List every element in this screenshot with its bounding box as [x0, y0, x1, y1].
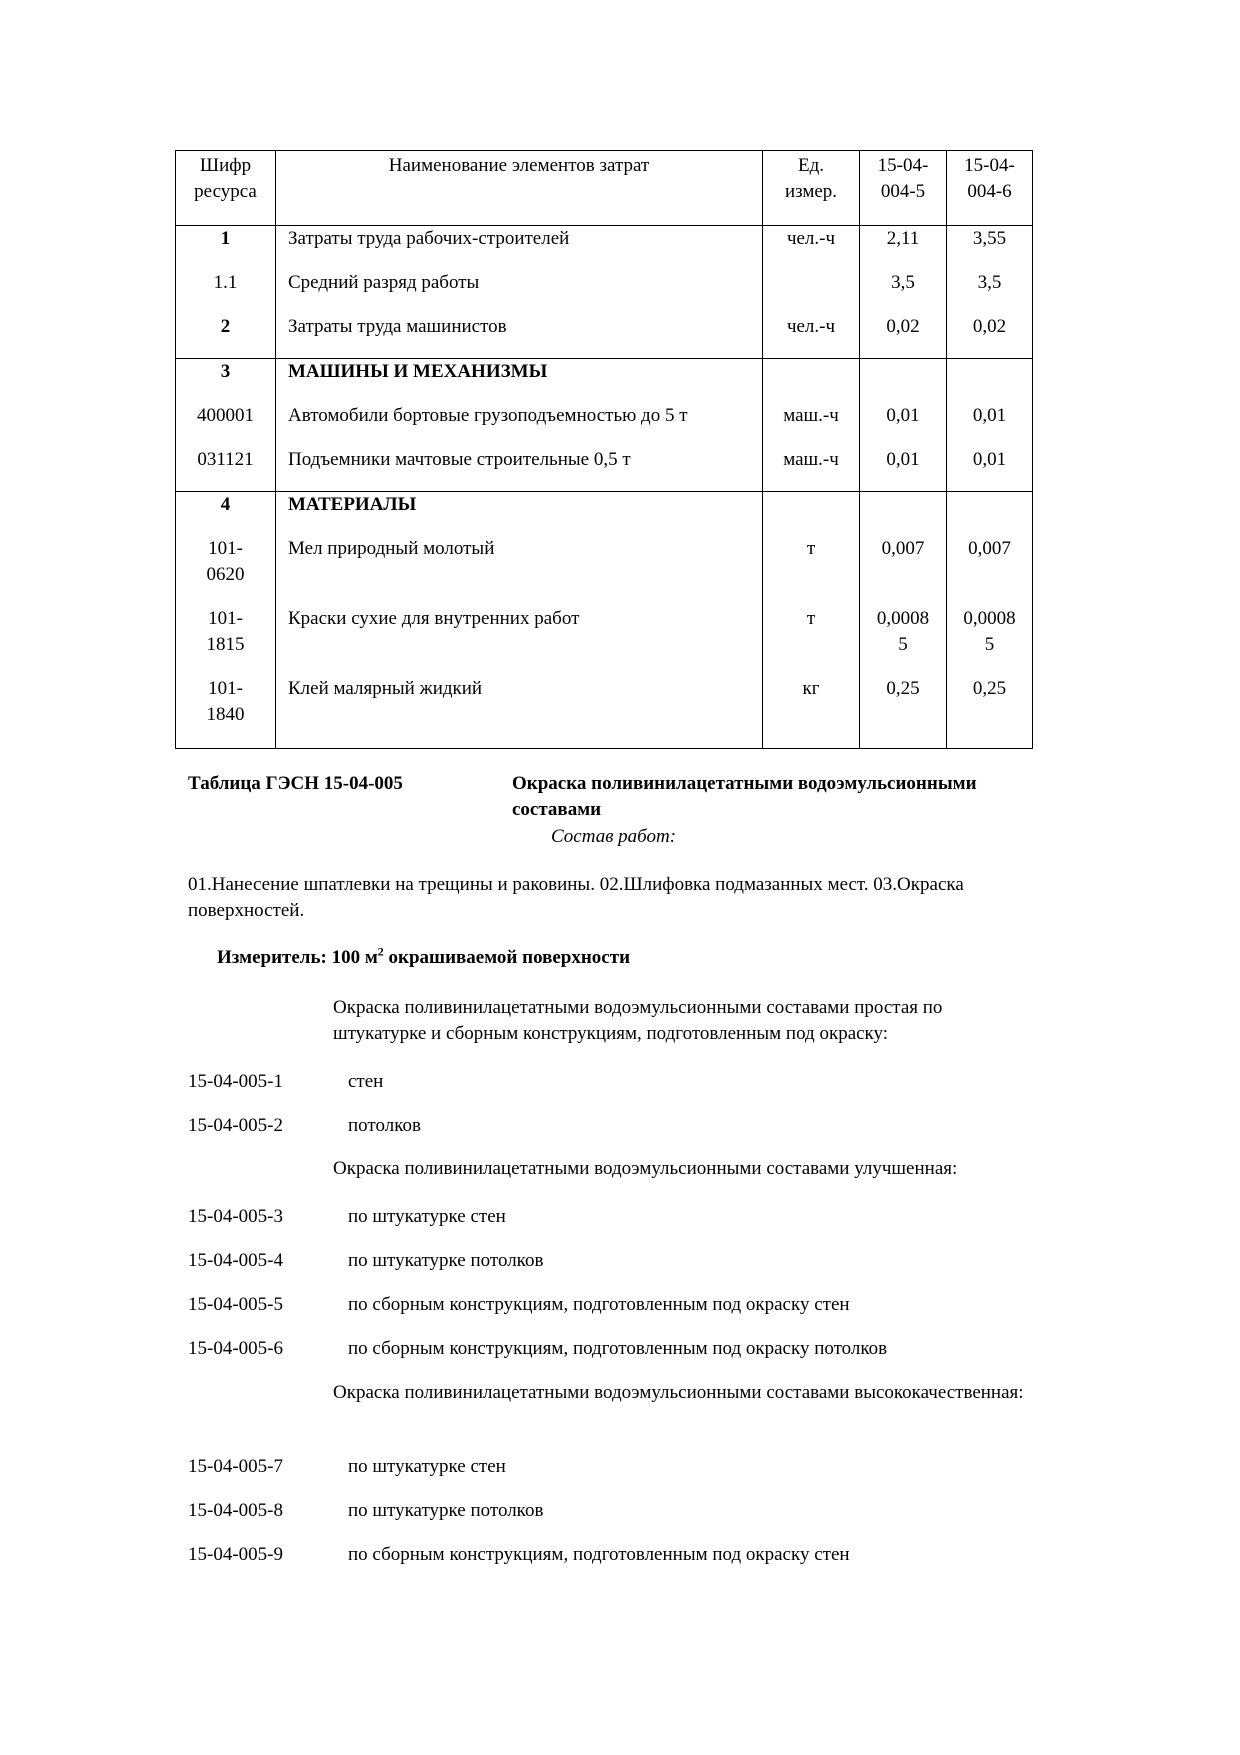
table-row: 2 Затраты труда машинистов чел.-ч 0,02 0,02	[176, 314, 1033, 359]
list-item: 15-04-005-3 по штукатурке стен	[188, 1206, 506, 1227]
list-item: 15-04-005-4 по штукатурке потолков	[188, 1250, 544, 1271]
list-item: 15-04-005-5 по сборным конструкциям, подготовленным под окраску стен	[188, 1294, 850, 1315]
table-row: 101- 1840 Клей малярный жидкий кг 0,25 0,25	[176, 676, 1033, 748]
header-col-1: 15-04- 004-5	[860, 151, 947, 226]
composition-label: Состав работ:	[551, 826, 677, 847]
group-title: Окраска поливинилацетатными водоэмульсионными составами улучшенная:	[333, 1158, 958, 1179]
table-label: Таблица ГЭСН 15-04-005	[188, 773, 403, 794]
header-unit: Ед. измер.	[763, 151, 860, 226]
table-row: 101- 1815 Краски сухие для внутренних работ т 0,0008 5 0,0008 5	[176, 606, 1033, 676]
list-item: 15-04-005-6 по сборным конструкциям, подготовленным под окраску потолков	[188, 1338, 888, 1359]
header-col-2: 15-04- 004-6	[947, 151, 1033, 226]
table-header-row	[176, 151, 1033, 226]
list-item: 15-04-005-2 потолков	[188, 1115, 421, 1136]
table-row: 1.1 Средний разряд работы 3,5 3,5	[176, 270, 1033, 314]
list-item: 15-04-005-7 по штукатурке стен	[188, 1456, 506, 1477]
table-section-row: 4 МАТЕРИАЛЫ	[176, 492, 1033, 537]
header-code: Шифр ресурса	[176, 151, 276, 226]
group-title: Окраска поливинилацетатными водоэмульсионными составами простая по штукатурке и сборным конструкциям, подготовленным под окраску:	[333, 997, 943, 1044]
group-title: Окраска поливинилацетатными водоэмульсионными составами высококачественная:	[333, 1382, 1024, 1403]
table-row: 031121 Подъемники мачтовые строительные 0,5 т маш.-ч 0,01 0,01	[176, 447, 1033, 492]
table-section-row: 3 МАШИНЫ И МЕХАНИЗМЫ	[176, 359, 1033, 404]
resource-table	[175, 150, 1033, 749]
table-row: 101- 0620 Мел природный молотый т 0,007 0,007	[176, 536, 1033, 606]
list-item: 15-04-005-9 по сборным конструкциям, подготовленным под окраску стен	[188, 1544, 850, 1565]
list-item: 15-04-005-1 стен	[188, 1071, 384, 1092]
works-description: 01.Нанесение шпатлевки на трещины и раковины. 02.Шлифовка подмазанных мест. 03.Окраска поверхностей.	[188, 874, 964, 921]
list-item: 15-04-005-8 по штукатурке потолков	[188, 1500, 544, 1521]
table-row: 1 Затраты труда рабочих-строителей чел.-ч 2,11 3,55	[176, 226, 1033, 271]
measure-unit: Измеритель: 100 $м^2$ окрашиваемой поверхности	[217, 944, 631, 968]
header-name: Наименование элементов затрат	[276, 151, 763, 226]
table-row: 400001 Автомобили бортовые грузоподъемностью до 5 т маш.-ч 0,01 0,01	[176, 403, 1033, 447]
table-name: Окраска поливинилацетатными водоэмульсионными составами	[512, 773, 977, 820]
